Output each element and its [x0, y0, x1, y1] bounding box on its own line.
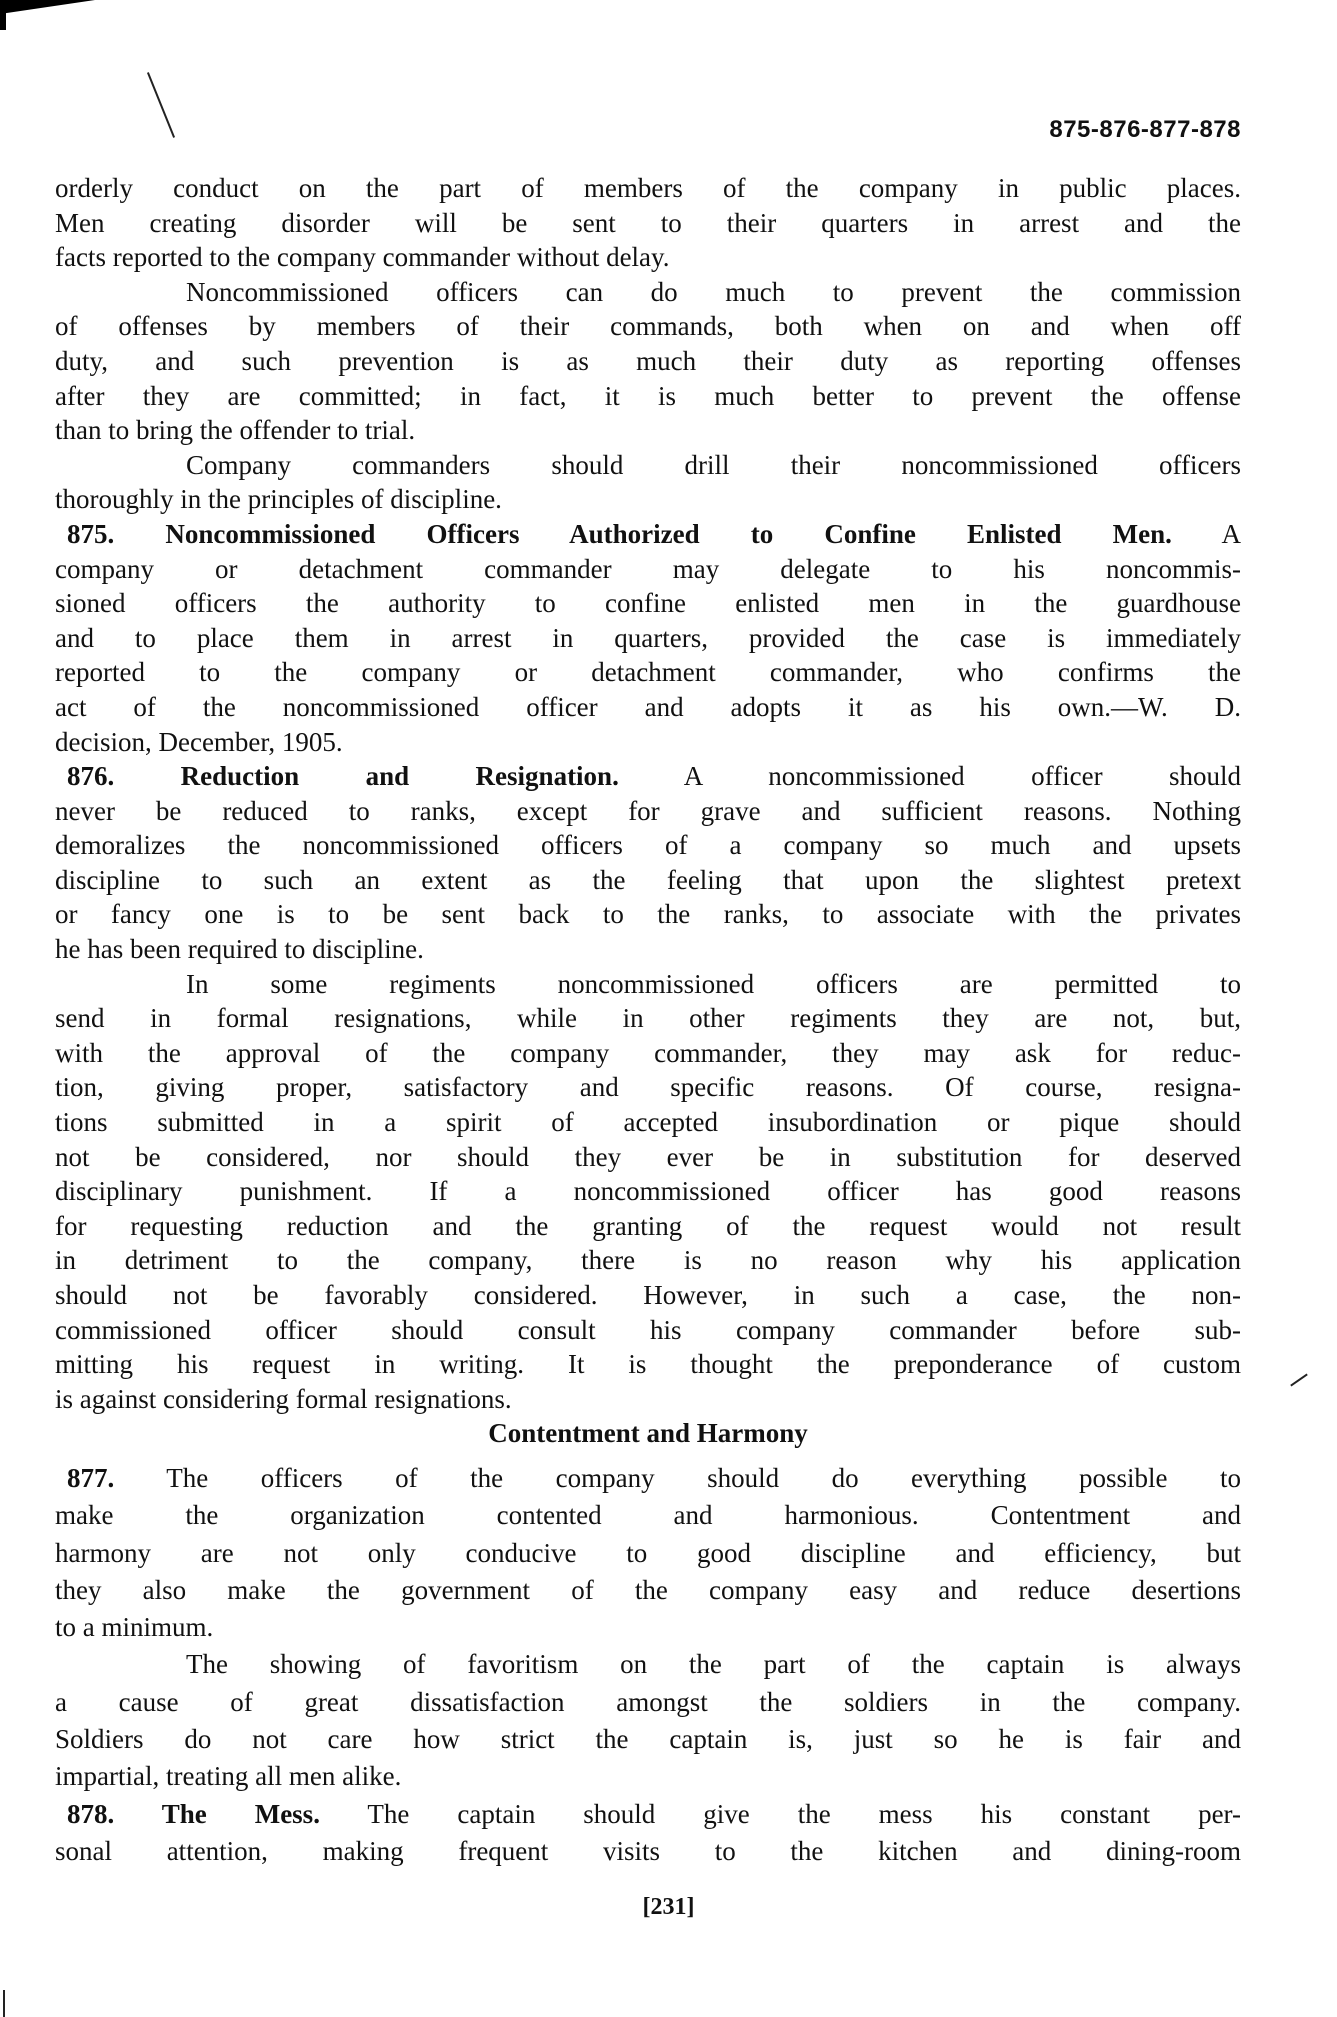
line-text: should not be favorably considered. However, in such a case, the non-	[55, 1280, 1241, 1310]
text-line	[55, 794, 1241, 829]
line-text: thoroughly in the principles of discipline.	[55, 484, 502, 515]
scan-corner-mark	[0, 0, 95, 14]
line-text: of offenses by members of their commands, both when on and when off	[55, 311, 1241, 342]
line-text: is against considering formal resignations.	[55, 1383, 512, 1414]
text-line	[55, 552, 1241, 587]
text-line	[55, 690, 1241, 725]
line-text: sioned officers the authority to confine enlisted men in the guardhouse	[55, 588, 1241, 619]
line-text: never be reduced to ranks, except for grave and sufficient reasons. Nothing	[55, 795, 1241, 826]
text-line	[55, 1796, 1241, 1833]
section-title: 876. Reduction and Resignation.	[67, 761, 619, 792]
text-line	[55, 171, 1241, 206]
line-text: with the approval of the company commander, they may ask for reduc-	[55, 1037, 1241, 1068]
text-line	[55, 275, 1241, 310]
text-line	[55, 1036, 1241, 1071]
text-line	[55, 1609, 1241, 1646]
line-text: A	[1171, 518, 1241, 549]
text-line	[55, 1278, 1241, 1313]
line-text: The officers of the company should do everything possible to	[114, 1463, 1241, 1493]
line-text: harmony are not only conducive to good discipline and efficiency, but	[55, 1537, 1241, 1568]
line-text: facts reported to the company commander without delay.	[55, 242, 670, 273]
page-number: [231]	[642, 1894, 695, 1920]
line-text: Soldiers do not care how strict the captain is, just so he is fair and	[55, 1724, 1241, 1755]
line-text: make the organization contented and harmonious. Contentment and	[55, 1500, 1241, 1531]
text-line	[55, 586, 1241, 621]
text-line	[55, 240, 1241, 275]
section-title: 878. The Mess.	[67, 1798, 320, 1829]
text-line	[55, 1833, 1241, 1870]
text-line	[55, 897, 1241, 932]
line-text: orderly conduct on the part of members of the company in public places.	[55, 173, 1241, 203]
line-text: decision, December, 1905.	[55, 726, 343, 757]
text-line	[55, 828, 1241, 863]
section-title: 877.	[67, 1463, 115, 1493]
scan-stray-mark	[147, 72, 175, 138]
line-text: to a minimum.	[55, 1612, 214, 1643]
text-line	[55, 413, 1241, 448]
text-line	[55, 621, 1241, 656]
line-text: mitting his request in writing. It is thought the preponderance of custom	[55, 1349, 1241, 1380]
line-text: demoralizes the noncommissioned officers of a company so much and upsets	[55, 830, 1241, 861]
scan-stray-mark	[1290, 1373, 1308, 1386]
section-range-header: 875-876-877-878	[1049, 116, 1241, 143]
line-text: in detriment to the company, there is no reason why his application	[55, 1245, 1241, 1276]
line-text: company or detachment commander may delegate to his noncommis-	[55, 553, 1241, 584]
line-text: tions submitted in a spirit of accepted insubordination or pique should	[55, 1107, 1241, 1138]
line-text: than to bring the offender to trial.	[55, 415, 416, 446]
text-line	[55, 1684, 1241, 1721]
line-text: he has been required to discipline.	[55, 934, 424, 965]
body-text-lower	[55, 1460, 1241, 1870]
text-line	[55, 1070, 1241, 1105]
line-text: they also make the government of the company easy and reduce desertions	[55, 1574, 1241, 1605]
text-line	[55, 1209, 1241, 1244]
line-text: for requesting reduction and the granting of the request would not result	[55, 1210, 1241, 1241]
line-text: In some regiments noncommissioned officers are permitted to	[186, 968, 1241, 999]
line-text: send in formal resignations, while in other regiments they are not, but,	[55, 1003, 1241, 1034]
body-text-upper	[55, 171, 1241, 1416]
line-text: The captain should give the mess his constant per-	[319, 1798, 1241, 1829]
text-line	[55, 1535, 1241, 1572]
line-text: a cause of great dissatisfaction amongst the soldiers in the company.	[55, 1686, 1241, 1717]
text-line	[55, 1382, 1241, 1417]
line-text: not be considered, nor should they ever be in substitution for deserved	[55, 1141, 1241, 1172]
text-line	[55, 1174, 1241, 1209]
text-line	[55, 1105, 1241, 1140]
line-text: duty, and such prevention is as much their duty as reporting offenses	[55, 345, 1241, 376]
text-line	[55, 1721, 1241, 1758]
text-line	[55, 448, 1241, 483]
line-text: Company commanders should drill their noncommissioned officers	[186, 449, 1241, 480]
text-line	[55, 482, 1241, 517]
text-line	[55, 1497, 1241, 1534]
section-heading: Contentment and Harmony	[488, 1418, 808, 1448]
line-text: discipline to such an extent as the feeling that upon the slightest pretext	[55, 864, 1241, 895]
text-line	[55, 1140, 1241, 1175]
line-text: impartial, treating all men alike.	[55, 1761, 402, 1792]
text-line	[55, 655, 1241, 690]
text-line	[55, 1243, 1241, 1278]
scan-edge-mark	[0, 0, 6, 30]
line-text: tion, giving proper, satisfactory and specific reasons. Of course, resigna-	[55, 1072, 1241, 1103]
text-line	[55, 309, 1241, 344]
text-line	[55, 1646, 1241, 1683]
line-text: reported to the company or detachment commander, who confirms the	[55, 657, 1241, 688]
line-text: disciplinary punishment. If a noncommissioned officer has good reasons	[55, 1176, 1241, 1207]
scan-edge-mark	[3, 1990, 5, 2017]
line-text: or fancy one is to be sent back to the ranks, to associate with the privates	[55, 899, 1241, 930]
line-text: The showing of favoritism on the part of the captain is always	[186, 1649, 1241, 1680]
text-line	[55, 1313, 1241, 1348]
line-text: act of the noncommissioned officer and adopts it as his own.—W. D.	[55, 691, 1241, 722]
line-text: and to place them in arrest in quarters, provided the case is immediately	[55, 622, 1241, 653]
line-text: Noncommissioned officers can do much to prevent the commission	[186, 276, 1241, 307]
text-line	[55, 1572, 1241, 1609]
text-line	[55, 1758, 1241, 1795]
text-line	[55, 1001, 1241, 1036]
text-line	[55, 379, 1241, 414]
line-text: after they are committed; in fact, it is much better to prevent the offense	[55, 380, 1241, 411]
text-line	[55, 517, 1241, 552]
text-line	[55, 759, 1241, 794]
text-line	[55, 1347, 1241, 1382]
line-text: sonal attention, making frequent visits to the kitchen and dining-room	[55, 1835, 1241, 1866]
text-line	[55, 932, 1241, 967]
line-text: commissioned officer should consult his company commander before sub-	[55, 1314, 1241, 1345]
text-line	[55, 344, 1241, 379]
text-line	[55, 967, 1241, 1002]
section-title: 875. Noncommissioned Officers Authorized to Confine Enlisted Men.	[67, 518, 1172, 549]
text-line	[55, 1460, 1241, 1497]
line-text: Men creating disorder will be sent to their quarters in arrest and the	[55, 207, 1241, 238]
text-line	[55, 863, 1241, 898]
line-text: A noncommissioned officer should	[618, 761, 1241, 792]
text-line	[55, 725, 1241, 760]
text-line	[55, 206, 1241, 241]
